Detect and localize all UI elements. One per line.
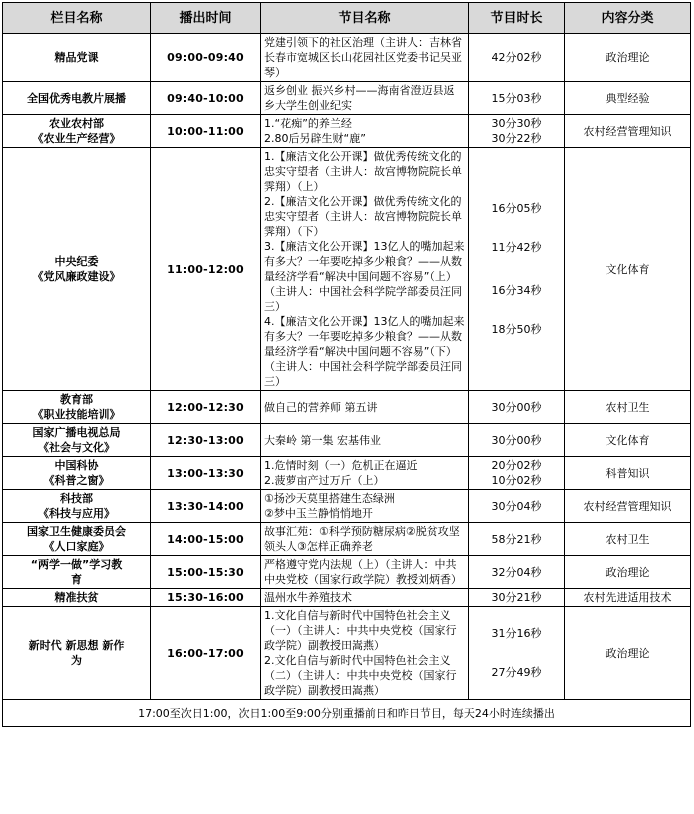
category-cell: 农村先进适用技术 xyxy=(565,589,691,607)
duration-value: 30分04秒 xyxy=(491,499,542,513)
category-cell: 文化体育 xyxy=(565,424,691,457)
column-name-line: 精品党课 xyxy=(54,51,99,64)
category-cell: 典型经验 xyxy=(565,82,691,115)
table-row xyxy=(3,82,691,115)
column-name-cell xyxy=(3,82,151,115)
duration-value: 42分02秒 xyxy=(491,51,542,64)
program-name: 做自己的营养师 第五讲 xyxy=(264,400,378,414)
column-name-cell xyxy=(3,34,151,82)
table-row xyxy=(3,391,691,424)
duration-value: 30分00秒 xyxy=(491,400,542,414)
category-cell: 科普知识 xyxy=(565,457,691,490)
column-name-line: 教育部 xyxy=(60,393,93,406)
program-name-cell xyxy=(261,115,469,148)
program-name-cell xyxy=(261,34,469,82)
program-name: 1.危情时刻（一）危机正在逼近 xyxy=(264,459,418,472)
category-cell: 政治理论 xyxy=(565,556,691,589)
program-name-cell xyxy=(261,391,469,424)
category-cell: 政治理论 xyxy=(565,607,691,700)
column-name-line: 育 xyxy=(71,573,82,586)
column-name-cell xyxy=(3,523,151,556)
air-time-cell: 16:00-17:00 xyxy=(151,607,261,700)
duration-cell xyxy=(469,115,565,148)
air-time-cell: 12:00-12:30 xyxy=(151,391,261,424)
program-name-cell xyxy=(261,607,469,700)
column-name-line: 新时代 新思想 新作 xyxy=(28,639,125,652)
schedule-table xyxy=(2,2,691,727)
air-time-cell: 11:00-12:00 xyxy=(151,148,261,391)
duration-value: 27分49秒 xyxy=(491,666,542,679)
column-name-line: 《人口家庭》 xyxy=(43,540,110,553)
duration-value: 30分21秒 xyxy=(491,591,542,604)
duration-spacer xyxy=(472,641,561,665)
program-name: 党建引领下的社区治理（主讲人：吉林省长春市宽城区长山花园社区党委书记吴亚琴） xyxy=(264,36,462,79)
program-name-cell xyxy=(261,556,469,589)
column-name-line: 科技部 xyxy=(60,492,93,505)
category-cell: 农村经营管理知识 xyxy=(565,115,691,148)
table-row xyxy=(3,148,691,391)
air-time-cell: 14:00-15:00 xyxy=(151,523,261,556)
column-name-line: 精准扶贫 xyxy=(54,591,99,604)
duration-value: 16分05秒 xyxy=(491,202,542,215)
program-name: 1.“花痴”的养兰经 xyxy=(264,117,352,130)
column-name-cell xyxy=(3,424,151,457)
table-row xyxy=(3,490,691,523)
program-name: 2.菠萝亩产过万斤（上） xyxy=(264,474,385,487)
schedule-body xyxy=(3,34,691,700)
program-name-cell xyxy=(261,589,469,607)
duration-cell xyxy=(469,148,565,391)
program-name-cell xyxy=(261,424,469,457)
duration-value: 20分02秒 xyxy=(491,459,542,472)
header-column-name: 栏目名称 xyxy=(3,3,151,34)
column-name-cell xyxy=(3,457,151,490)
category-cell: 文化体育 xyxy=(565,148,691,391)
category-cell: 农村卫生 xyxy=(565,391,691,424)
column-name-cell xyxy=(3,556,151,589)
table-row xyxy=(3,523,691,556)
column-name-line: 《社会与文化》 xyxy=(38,441,115,454)
duration-value: 31分16秒 xyxy=(491,627,542,640)
duration-cell xyxy=(469,424,565,457)
program-name: ②梦中玉兰静悄悄地开 xyxy=(264,507,373,520)
duration-value: 32分04秒 xyxy=(491,565,542,579)
column-name-line: 全国优秀电教片展播 xyxy=(27,91,126,105)
duration-cell xyxy=(469,490,565,523)
air-time-cell: 10:00-11:00 xyxy=(151,115,261,148)
column-name-cell xyxy=(3,607,151,700)
table-row xyxy=(3,589,691,607)
program-name-cell xyxy=(261,523,469,556)
table-row xyxy=(3,115,691,148)
header-category: 内容分类 xyxy=(565,3,691,34)
duration-cell xyxy=(469,607,565,700)
duration-spacer xyxy=(472,298,561,322)
program-name: 温州水牛养殖技术 xyxy=(264,591,352,604)
table-row xyxy=(3,457,691,490)
air-time-cell: 15:00-15:30 xyxy=(151,556,261,589)
footer-row xyxy=(3,700,691,727)
duration-cell xyxy=(469,556,565,589)
program-name: 故事汇苑：①科学预防糖尿病②脱贫攻坚领头人③怎样正确养老 xyxy=(264,525,460,553)
duration-spacer xyxy=(472,255,561,283)
program-name: 4.【廉洁文化公开课】13亿人的嘴加起来有多大？一年要吃掉多少粮食？——从数量经济学看“解决中国问题不容易”（下）（主讲人：中国社会科学院学部委员汪同三） xyxy=(264,315,465,388)
duration-spacer xyxy=(472,216,561,240)
program-name-cell xyxy=(261,82,469,115)
duration-value: 30分30秒 xyxy=(491,117,542,130)
category-cell: 农村卫生 xyxy=(565,523,691,556)
column-name-cell xyxy=(3,148,151,391)
table-row xyxy=(3,34,691,82)
program-name-cell xyxy=(261,148,469,391)
air-time-cell: 15:30-16:00 xyxy=(151,589,261,607)
duration-value: 30分22秒 xyxy=(491,132,542,145)
air-time-cell: 09:00-09:40 xyxy=(151,34,261,82)
column-name-cell xyxy=(3,391,151,424)
duration-value: 10分02秒 xyxy=(491,474,542,487)
column-name-line: “两学一做”学习教 xyxy=(30,558,123,571)
program-name: 1.文化自信与新时代中国特色社会主义（一）（主讲人：中共中央党校（国家行政学院）副教授田嵩燕） xyxy=(264,609,457,652)
column-name-line: 农业农村部 xyxy=(49,117,104,130)
duration-value: 11分42秒 xyxy=(491,241,542,254)
column-name-cell xyxy=(3,490,151,523)
program-name: 严格遵守党内法规（上）（主讲人：中共中央党校（国家行政学院）教授刘炳香） xyxy=(264,558,462,586)
program-name-cell xyxy=(261,490,469,523)
rebroadcast-note: 17:00至次日1:00，次日1:00至9:00分别重播前日和昨日节目，每天24小时连续播出 xyxy=(3,700,691,727)
program-name: 2.80后另辟生财“鹿” xyxy=(264,132,366,145)
program-name: 返乡创业 振兴乡村——海南省澄迈县返乡大学生创业纪实 xyxy=(264,84,455,112)
column-name-line: 《农业生产经营》 xyxy=(32,132,121,145)
duration-value: 58分21秒 xyxy=(491,532,542,546)
program-name-cell xyxy=(261,457,469,490)
column-name-line: 中央纪委 xyxy=(54,255,99,268)
header-air-time: 播出时间 xyxy=(151,3,261,34)
column-name-line: 《科普之窗》 xyxy=(43,474,110,487)
duration-cell xyxy=(469,391,565,424)
program-name: 3.【廉洁文化公开课】13亿人的嘴加起来有多大？一年要吃掉多少粮食？——从数量经济学看“解决中国问题不容易”（上）（主讲人：中国社会科学院学部委员汪同三） xyxy=(264,240,465,313)
program-name: 2.文化自信与新时代中国特色社会主义（二）（主讲人：中共中央党校（国家行政学院）副教授田嵩燕） xyxy=(264,654,457,697)
category-cell: 政治理论 xyxy=(565,34,691,82)
duration-cell xyxy=(469,457,565,490)
program-name: ①扬沙天莫里搭建生态绿洲 xyxy=(264,492,395,505)
program-name: 2.【廉洁文化公开课】做优秀传统文化的忠实守望者（主讲人：故宫博物院院长单霁翔）（下） xyxy=(264,195,462,238)
air-time-cell: 12:30-13:00 xyxy=(151,424,261,457)
table-row xyxy=(3,607,691,700)
duration-value: 30分00秒 xyxy=(491,433,542,447)
duration-value: 15分03秒 xyxy=(491,91,542,105)
column-name-cell xyxy=(3,589,151,607)
column-name-line: 为 xyxy=(71,654,82,667)
column-name-line: 中国科协 xyxy=(54,459,99,472)
column-name-cell xyxy=(3,115,151,148)
air-time-cell: 09:40-10:00 xyxy=(151,82,261,115)
table-row xyxy=(3,556,691,589)
column-name-line: 《科技与应用》 xyxy=(38,507,115,520)
duration-cell xyxy=(469,34,565,82)
header-duration: 节目时长 xyxy=(469,3,565,34)
duration-cell xyxy=(469,523,565,556)
program-name: 1.【廉洁文化公开课】做优秀传统文化的忠实守望者（主讲人：故宫博物院院长单霁翔）（上） xyxy=(264,150,462,193)
column-name-line: 《职业技能培训》 xyxy=(32,408,121,421)
duration-cell xyxy=(469,589,565,607)
header-program-name: 节目名称 xyxy=(261,3,469,34)
header-row xyxy=(3,3,691,34)
air-time-cell: 13:00-13:30 xyxy=(151,457,261,490)
duration-value: 16分34秒 xyxy=(491,284,542,297)
duration-value: 18分50秒 xyxy=(491,323,542,336)
table-row xyxy=(3,424,691,457)
column-name-line: 国家广播电视总局 xyxy=(32,426,121,439)
duration-cell xyxy=(469,82,565,115)
program-name: 大秦岭 第一集 宏基伟业 xyxy=(264,433,381,447)
column-name-line: 国家卫生健康委员会 xyxy=(27,525,126,538)
air-time-cell: 13:30-14:00 xyxy=(151,490,261,523)
category-cell: 农村经营管理知识 xyxy=(565,490,691,523)
column-name-line: 《党风廉政建设》 xyxy=(32,270,121,283)
